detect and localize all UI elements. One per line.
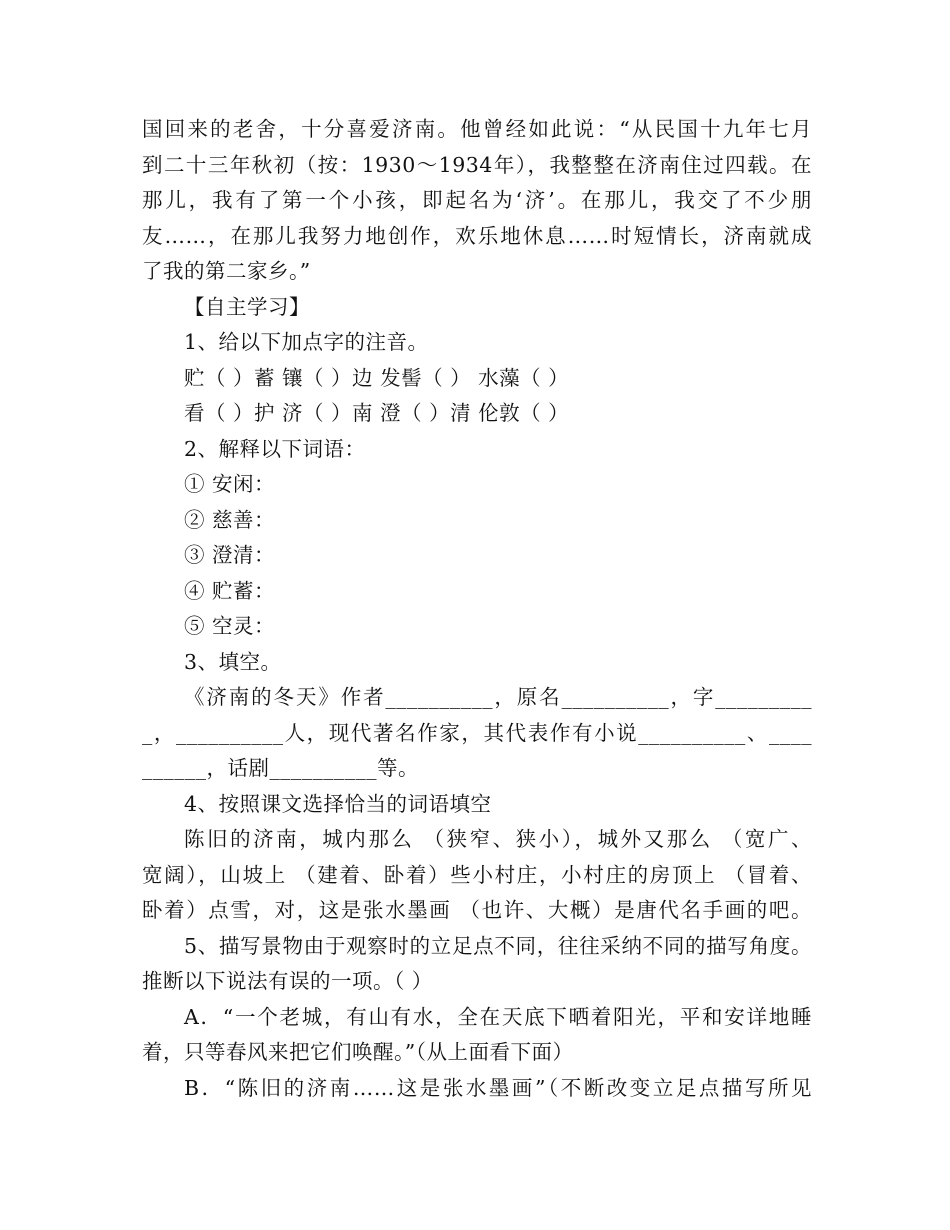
text-line: 宽阔），山坡上 （建着、卧着）些小村庄，小村庄的房顶上 （冒着、 <box>142 862 812 887</box>
text-line: 1、给以下加点字的注音。 <box>184 330 429 354</box>
text-line: 国回来的老舍，十分喜爱济南。他曾经如此说：“从民国十九年七月 <box>142 117 812 141</box>
text-line: 看（ ）护 济（ ）南 澄（ ）清 伦敦（ ） <box>184 401 570 425</box>
text-line: 2、解释以下词语： <box>184 436 366 461</box>
text-line: 那儿，我有了第一个小孩，即起名为‘济’。在那儿，我交了不少朋 <box>142 188 812 212</box>
text-line: 贮（ ）蓄 镶（ ）边 发髻（ ） 水藻（ ） <box>184 365 570 390</box>
text-line: 《济南的冬天》作者__________，原名__________，字_________ <box>184 685 812 709</box>
text-line: 陈旧的济南，城内那么 （狭窄、狭小），城外又那么 （宽广、 <box>184 827 812 851</box>
text-line: 卧着）点雪，对，这是张水墨画 （也许、大概）是唐代名手画的吧。 <box>142 898 812 922</box>
text-line: ______，话剧__________等。 <box>142 756 419 780</box>
text-line: 4、按照课文选择恰当的词语填空 <box>184 791 492 816</box>
text-line: ① 安闲： <box>184 472 276 496</box>
text-line: 友……，在那儿我努力地创作，欢乐地休息……时短情长，济南就成 <box>142 223 812 248</box>
text-line: A．“一个老城，有山有水，全在天底下晒着阳光，平和安详地睡 <box>184 1004 812 1029</box>
text-line: ⑤ 空灵： <box>184 614 276 638</box>
text-line: B．“陈旧的济南……这是张水墨画”（不断改变立足点描写所见 <box>184 1075 812 1100</box>
text-line: 【自主学习】 <box>184 294 310 319</box>
text-line: _，__________人，现代著名作家，其代表作有小说__________、____ <box>142 720 812 745</box>
document-page <box>142 112 812 1106</box>
text-line: 着，只等春风来把它们唤醒。”（从上面看下面） <box>142 1040 574 1064</box>
text-line: 了我的第二家乡。” <box>142 259 311 283</box>
text-line: 3、填空。 <box>184 649 282 674</box>
text-line: ③ 澄清： <box>184 543 276 567</box>
text-line: 到二十三年秋初（按：1930～1934年），我整整在济南住过四载。在 <box>142 152 812 177</box>
text-line: ④ 贮蓄： <box>184 578 276 603</box>
text-line: 推断以下说法有误的一项。（ ） <box>142 969 433 993</box>
text-line: ② 慈善： <box>184 507 276 532</box>
text-line: 5、描写景物由于观察时的立足点不同，往往采纳不同的描写角度。 <box>184 933 812 958</box>
